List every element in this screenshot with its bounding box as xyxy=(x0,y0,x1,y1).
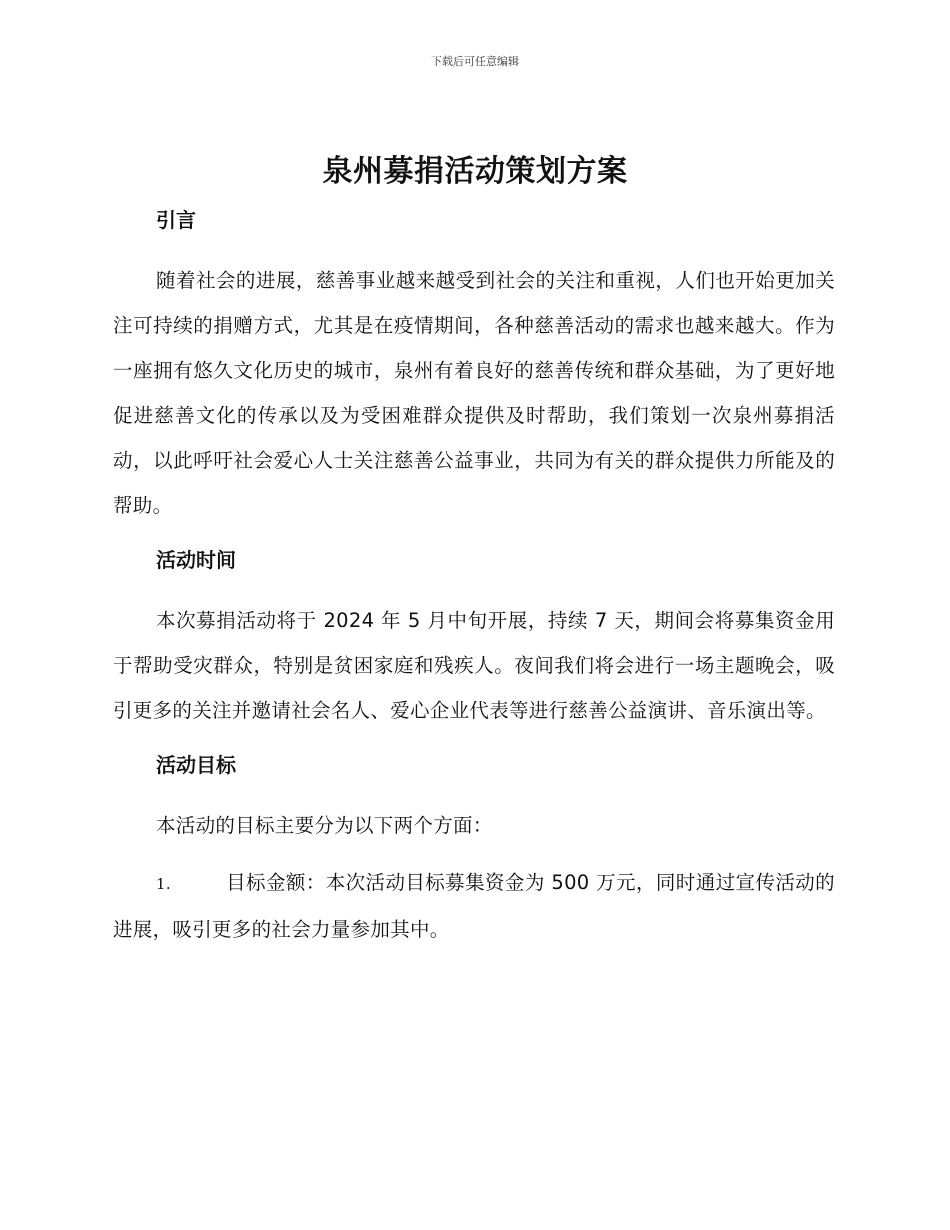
paragraph-time: 本次募捐活动将于 2024 年 5 月中旬开展，持续 7 天，期间会将募集资金用于帮助受灾群众，特别是贫困家庭和残疾人。夜间我们将会进行一场主题晚会，吸引更多的关注并邀请社会名人、爱心企业代表等进行慈善公益演讲、音乐演出等。 xyxy=(113,609,835,722)
paragraph-intro: 随着社会的进展，慈善事业越来越受到社会的关注和重视，人们也开始更加关注可持续的捐赠方式，尤其是在疫情期间，各种慈善活动的需求也越来越大。作为一座拥有悠久文化历史的城市，泉州有着良好的慈善传统和群众基础，为了更好地促进慈善文化的传承以及为受困难群众提供及时帮助，我们策划一次泉州募捐活动，以此呼吁社会爱心人士关注慈善公益事业，共同为有关的群众提供力所能及的帮助。 xyxy=(113,269,835,517)
list-item xyxy=(113,860,835,952)
section-heading-intro: 引言 xyxy=(156,208,196,232)
section-heading-time: 活动时间 xyxy=(156,548,236,572)
list-item-number: 1. xyxy=(156,875,171,893)
document-body xyxy=(113,204,835,952)
document-title: 泉州募捐活动策划方案 xyxy=(322,154,628,189)
paragraph-goal: 本活动的目标主要分为以下两个方面： xyxy=(156,814,493,837)
section-heading-goal: 活动目标 xyxy=(156,753,236,777)
list-item-text: 目标金额：本次活动目标募集资金为 500 万元，同时通过宣传活动的进展，吸引更多的社会力量参加其中。 xyxy=(113,871,835,941)
page-header-note: 下载后可任意编辑 xyxy=(431,55,519,68)
